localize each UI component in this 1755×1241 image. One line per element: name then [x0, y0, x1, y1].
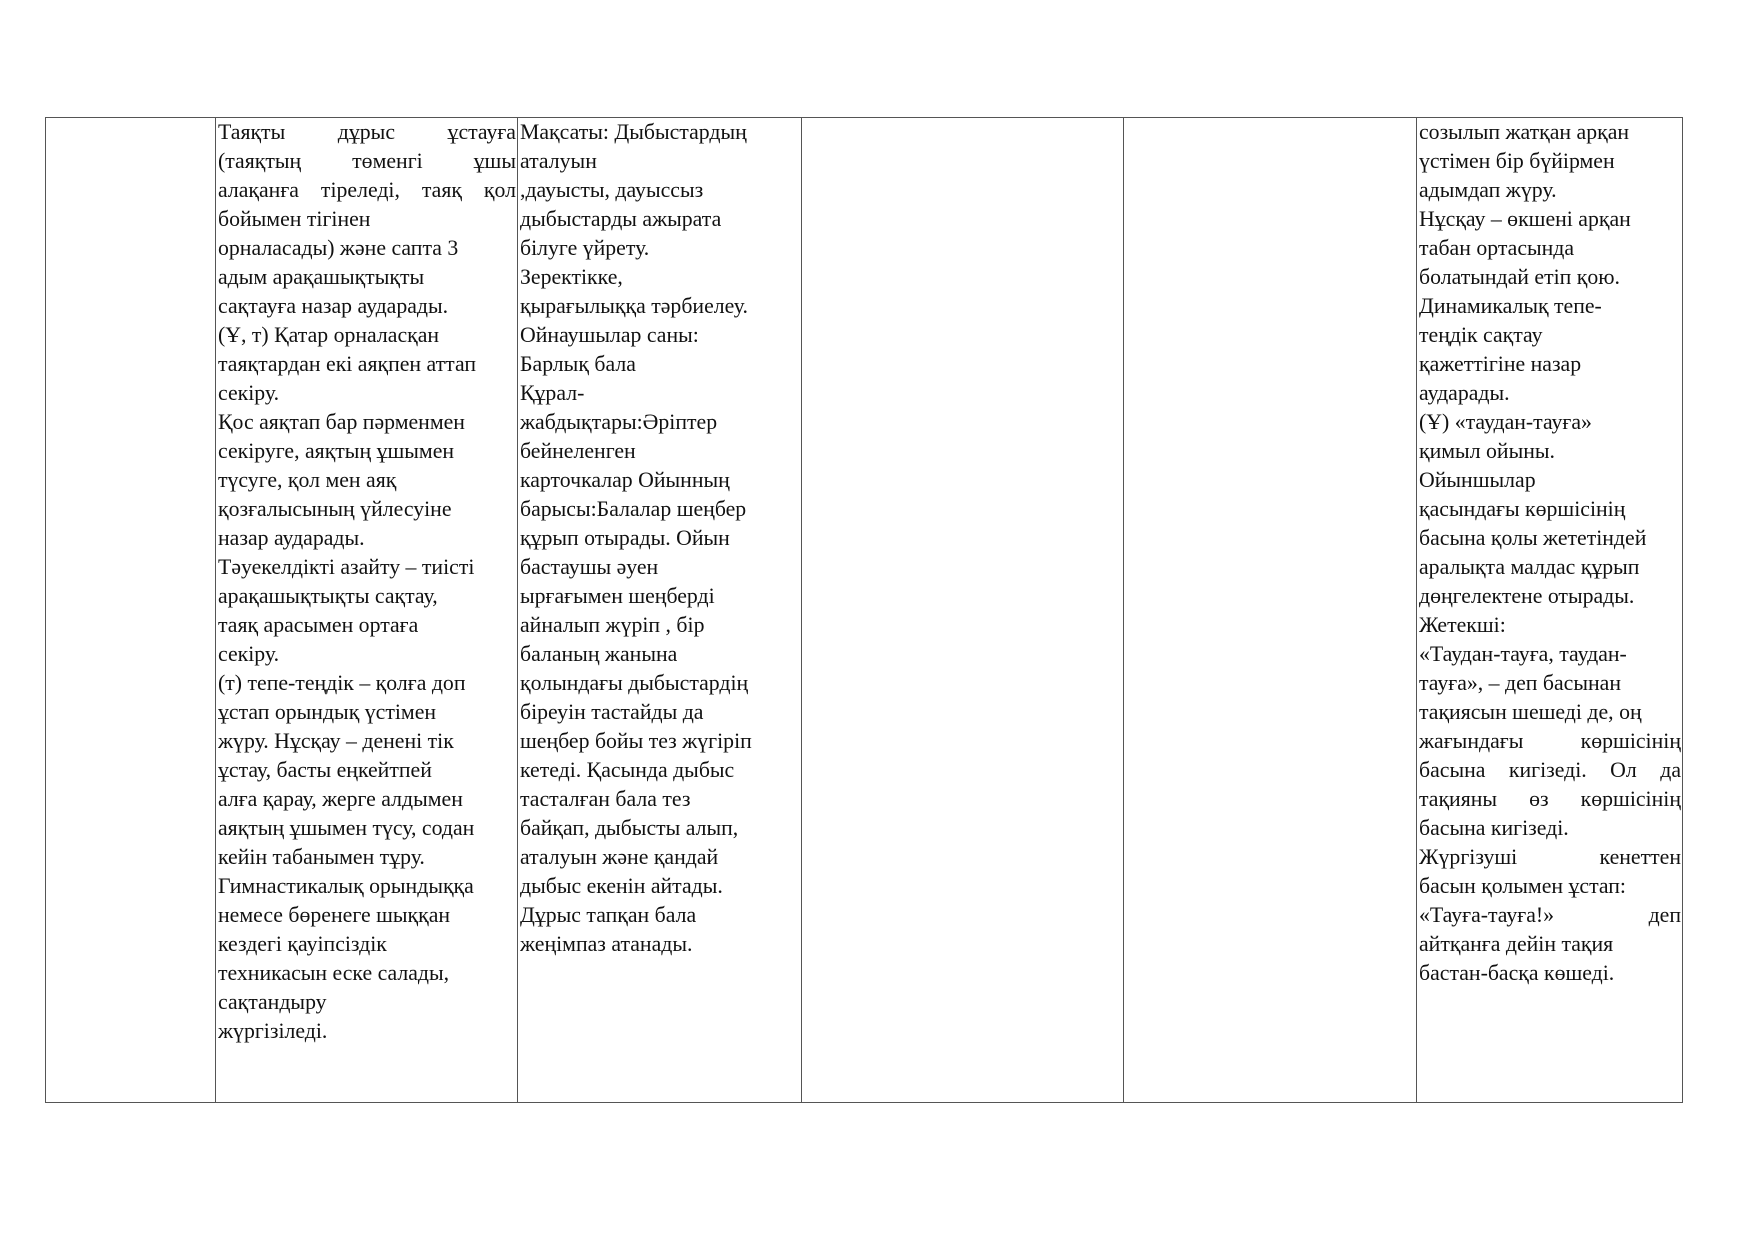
text-line: басына кигізеді. Ол да — [1419, 758, 1681, 782]
table-row — [46, 118, 1683, 1103]
text-line: адымдап жүру. — [1419, 178, 1557, 202]
text-line: «Таудан-тауға, таудан- — [1419, 642, 1627, 666]
text-line: барысы:Балалар шеңбер — [520, 497, 747, 521]
text-line: Зеректікке, — [520, 265, 623, 289]
text-line: айтқанға дейін тақия — [1419, 932, 1614, 956]
table-cell-col-4 — [802, 118, 1124, 1103]
text-line: Гимнастикалық орындыққа — [218, 874, 474, 898]
text-line: (т) тепе-теңдік – қолға доп — [218, 671, 466, 695]
text-line: тақиясын шешеді де, оң — [1419, 700, 1642, 724]
text-line: кездегі қауіпсіздік — [218, 932, 387, 956]
text-line: түсуге, қол мен аяқ — [218, 468, 397, 492]
text-line: құрып отырады. Ойын — [520, 526, 730, 550]
table-cell-col-2 — [216, 118, 518, 1103]
text-line: Жетекші: — [1419, 613, 1506, 637]
text-line: басына кигізеді. — [1419, 816, 1569, 840]
text-line: секіру. — [218, 642, 280, 666]
text-line: ,дауысты, дауыссыз — [520, 178, 704, 202]
text-line: теңдік сақтау — [1419, 323, 1543, 347]
text-line: бастаушы әуен — [520, 555, 659, 579]
text-line: Құрал- — [520, 381, 585, 405]
text-line: жүргізіледі. — [218, 1019, 328, 1043]
text-line: байқап, дыбысты алып, — [520, 816, 739, 840]
text-line: Дұрыс тапқан бала — [520, 903, 697, 927]
text-line: жеңімпаз атанады. — [520, 932, 693, 956]
text-line: баланың жанына — [520, 642, 678, 666]
text-line: орналасады) және сапта 3 — [218, 236, 459, 260]
text-line: секіруге, аяқтың ұшымен — [218, 439, 455, 463]
text-line: ырғағымен шеңберді — [520, 584, 715, 608]
document-table — [45, 117, 1683, 1103]
text-line: Барлық бала — [520, 352, 636, 376]
text-line: бейнеленген — [520, 439, 636, 463]
text-line: жабдықтары:Әріптер — [520, 410, 718, 434]
text-line: біреуін тастайды да — [520, 700, 704, 724]
table-cell-col-1 — [46, 118, 216, 1103]
text-line: бастан-басқа көшеді. — [1419, 961, 1615, 985]
text-line: білуге үйрету. — [520, 236, 650, 260]
text-line: тасталған бала тез — [520, 787, 691, 811]
text-line: дыбыс екенін айтады. — [520, 874, 723, 898]
text-line: қозғалысының үйлесуіне — [218, 497, 452, 521]
text-line: үстімен бір бүйірмен — [1419, 149, 1615, 173]
text-line: Ойнаушылар саны: — [520, 323, 699, 347]
text-line: таяқтардан екі аяқпен аттап — [218, 352, 477, 376]
text-line: аяқтың ұшымен түсу, содан — [218, 816, 475, 840]
text-line: Мақсаты: Дыбыстардың — [520, 120, 747, 144]
text-line: сақтандыру — [218, 990, 327, 1014]
text-line: қолындағы дыбыстардің — [520, 671, 749, 695]
text-line: тауға», – деп басынан — [1419, 671, 1621, 695]
text-line: тақияны өз көршісінің — [1419, 787, 1681, 811]
text-line: Жүргізуші кенеттен — [1419, 845, 1681, 869]
text-line: Тәуекелдікті азайту – тиісті — [218, 555, 475, 579]
text-line: Динамикалық тепе- — [1419, 294, 1602, 318]
text-line: Таяқты дұрыс ұстауға — [218, 120, 516, 144]
text-line: Нұсқау – өкшені арқан — [1419, 207, 1631, 231]
text-line: аталуын — [520, 149, 597, 173]
text-line: таяқ арасымен ортаға — [218, 613, 419, 637]
text-line: Ойыншылар — [1419, 468, 1536, 492]
table-cell-col-6 — [1417, 118, 1683, 1103]
text-line: (таяқтың төменгі ұшы — [218, 149, 516, 173]
text-line: (Ұ, т) Қатар орналасқан — [218, 323, 440, 347]
text-line: табан ортасында — [1419, 236, 1575, 260]
text-line: Қос аяқтап бар пәрменмен — [218, 410, 465, 434]
text-line: кейін табанымен тұру. — [218, 845, 425, 869]
text-line: қажеттігіне назар — [1419, 352, 1582, 376]
table-cell-col-3 — [518, 118, 802, 1103]
text-line: секіру. — [218, 381, 280, 405]
text-line: алға қарау, жерге алдымен — [218, 787, 463, 811]
text-line: дыбыстарды ажырата — [520, 207, 722, 231]
text-line: қимыл ойыны. — [1419, 439, 1555, 463]
text-line: (Ұ) «таудан-тауға» — [1419, 410, 1592, 434]
text-line: айналып жүріп , бір — [520, 613, 705, 637]
text-line: техникасын еске салады, — [218, 961, 450, 985]
text-line: болатындай етіп қою. — [1419, 265, 1620, 289]
text-line: назар аударады. — [218, 526, 365, 550]
table-cell-col-5 — [1124, 118, 1417, 1103]
text-line: кетеді. Қасында дыбыс — [520, 758, 735, 782]
text-line: жүру. Нұсқау – денені тік — [218, 729, 454, 753]
text-line: созылып жатқан арқан — [1419, 120, 1630, 144]
text-line: сақтауға назар аударады. — [218, 294, 449, 318]
text-line: алақанға тіреледі, таяқ қол — [218, 178, 516, 202]
text-line: дөңгелектене отырады. — [1419, 584, 1635, 608]
text-line: шеңбер бойы тез жүгіріп — [520, 729, 752, 753]
text-line: аралықта малдас құрып — [1419, 555, 1640, 579]
text-line: карточкалар Ойынның — [520, 468, 730, 492]
text-line: адым арақашықтықты — [218, 265, 425, 289]
text-line: арақашықтықты сақтау, — [218, 584, 438, 608]
text-line: немесе бөренеге шыққан — [218, 903, 451, 927]
text-line: басын қолымен ұстап: — [1419, 874, 1626, 898]
text-line: аталуын және қандай — [520, 845, 719, 869]
text-line: басына қолы жететіндей — [1419, 526, 1647, 550]
text-line: ұстау, басты еңкейтпей — [218, 758, 432, 782]
text-line: бойымен тігінен — [218, 207, 371, 231]
text-line: ұстап орындық үстімен — [218, 700, 437, 724]
text-line: «Тауға-тауға!» деп — [1419, 903, 1681, 927]
text-line: қасындағы көршісінің — [1419, 497, 1626, 521]
text-line: аударады. — [1419, 381, 1510, 405]
text-line: жағындағы көршісінің — [1419, 729, 1681, 753]
text-line: қырағылыққа тәрбиелеу. — [520, 294, 748, 318]
